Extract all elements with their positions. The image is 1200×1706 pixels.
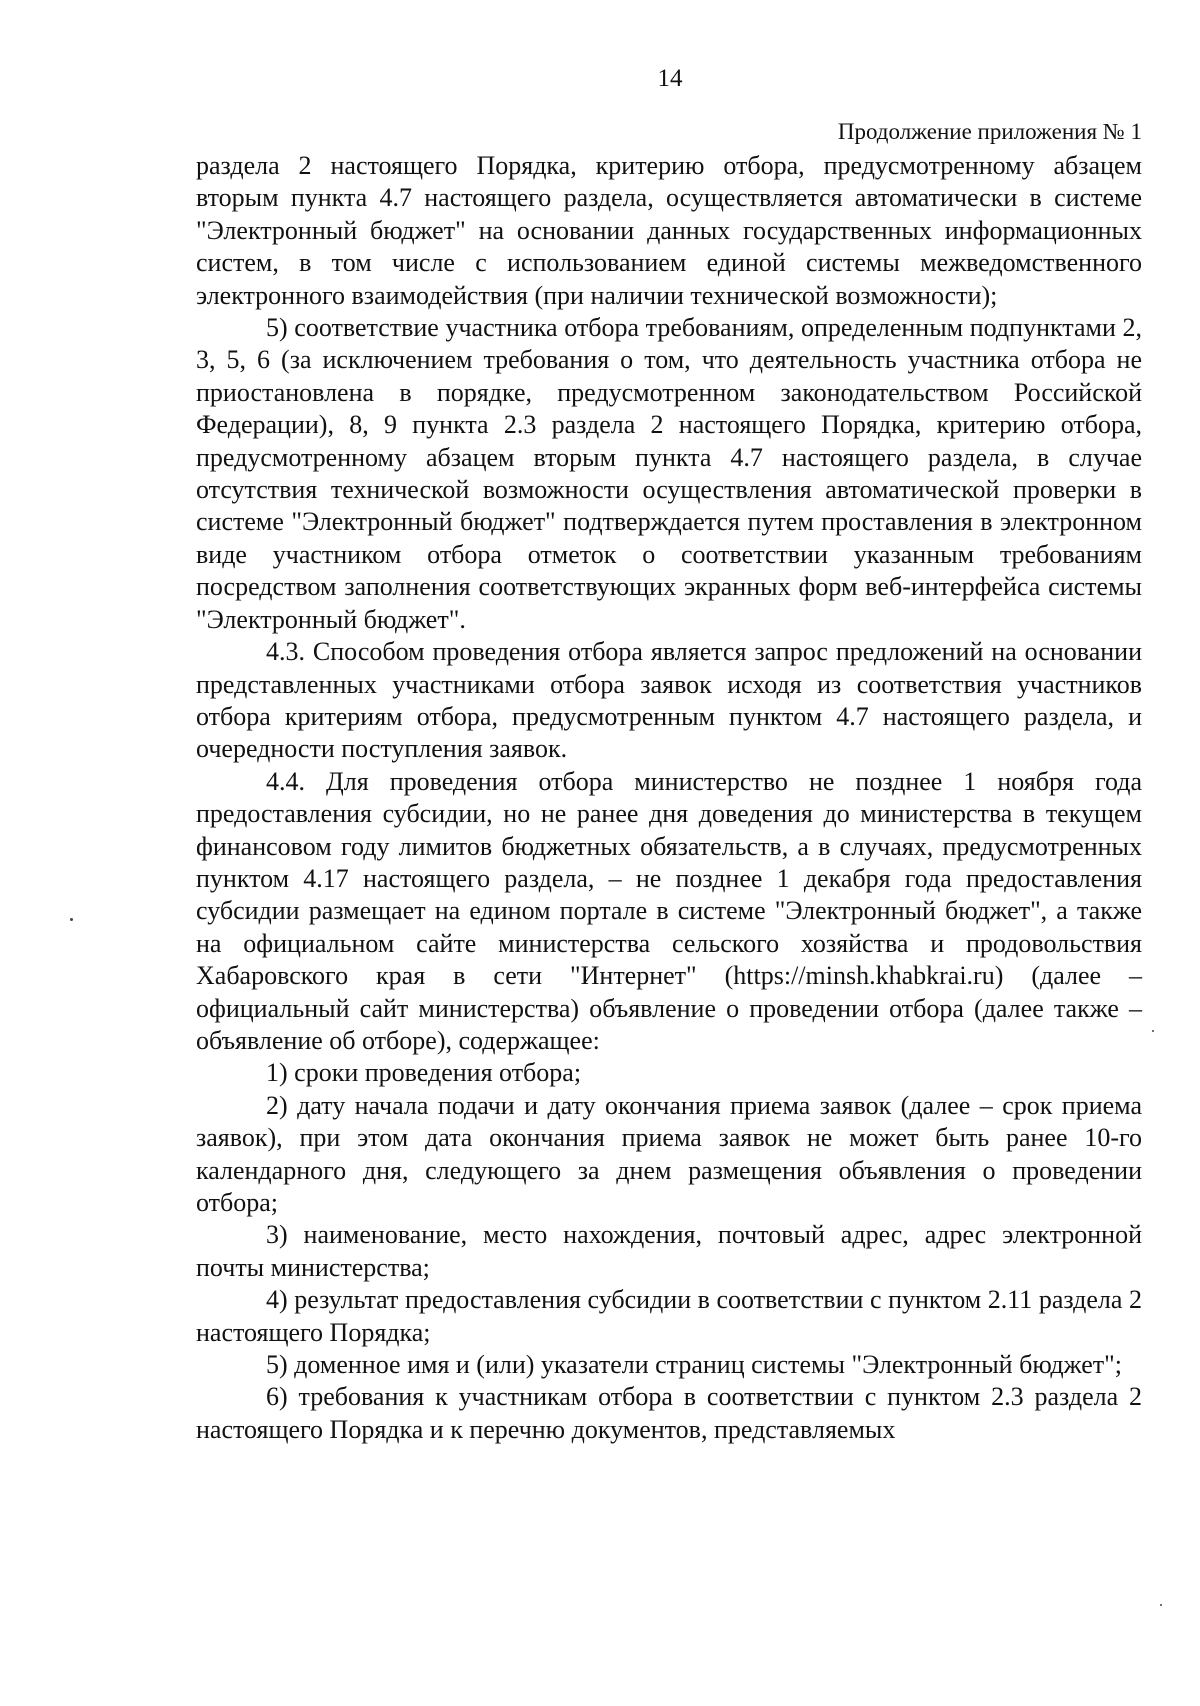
paragraph: 4.3. Способом проведения отбора является запрос предложений на основании представленных участниками отбора заявок исходя из соответствия участников отбора критериям отбора, предусмотренным пунктом 4.7 настоящего раздела, и очередности поступления заявок. (196, 637, 1142, 764)
scan-speck (1152, 1030, 1154, 1032)
list-item: 5) доменное имя и (или) указатели страниц системы "Электронный бюджет"; (266, 1350, 1123, 1380)
list-item: 6) требования к участникам отбора в соответствии с пунктом 2.3 раздела 2 настоящего Порядка и к перечню документов, представляемых (196, 1382, 1142, 1444)
appendix-continuation-label: Продолжение приложения № 1 (837, 119, 1142, 144)
page-number: 14 (657, 65, 683, 92)
paragraph: 5) соответствие участника отбора требованиям, определенным подпунктами 2, 3, 5, 6 (за исключением требования о том, что деятельность участника отбора не приостановлена в порядке, предусмотренном законодательством Российской Федерации), 8, 9 пункта 2.3 раздела 2 настоящего Порядка, критерию отбора, предусмотренному абзацем вторым пункта 4.7 настоящего раздела, в случае отсутствия технической возможности осуществления автоматической проверки в системе "Электронный бюджет" подтверждается путем проставления в электронном виде участником отбора отметок о соответствии указанным требованиям посредством заполнения соответствующих экранных форм веб-интерфейса системы "Электронный бюджет". (196, 313, 1142, 634)
scan-speck (70, 918, 73, 921)
paragraph: раздела 2 настоящего Порядка, критерию отбора, предусмотренному абзацем вторым пункта 4.7 настоящего раздела, осуществляется автоматически в системе "Электронный бюджет" на основании данных государственных информационных систем, в том числе с использованием единой системы межведомственного электронного взаимодействия (при наличии технической возможности); (196, 151, 1142, 310)
list-item: 4) результат предоставления субсидии в соответствии с пунктом 2.11 раздела 2 настоящего Порядка; (196, 1285, 1142, 1347)
list-item: 2) дату начала подачи и дату окончания приема заявок (далее – срок приема заявок), при этом дата окончания приема заявок не может быть ранее 10-го календарного дня, следующего за днем размещения объявления о проведении отбора; (196, 1090, 1142, 1217)
scan-speck (1160, 1604, 1162, 1606)
list-item: 3) наименование, место нахождения, почтовый адрес, адрес электронной почты министерства; (196, 1220, 1142, 1282)
list-item: 1) сроки проведения отбора; (266, 1058, 582, 1088)
document-body (196, 150, 1142, 1446)
paragraph: 4.4. Для проведения отбора министерство не позднее 1 ноября года предоставления субсидии, но не ранее дня доведения до министерства в текущем финансовом году лимитов бюджетных обязательств, а в случаях, предусмотренных пунктом 4.17 настоящего раздела, – не позднее 1 декабря года предоставления субсидии размещает на едином портале в системе "Электронный бюджет", а также на официальном сайте министерства сельского хозяйства и продовольствия Хабаровского края в сети "Интернет" (https://minsh.khabkrai.ru) (далее – официальный сайт министерства) объявление о проведении отбора (далее также – объявление об отборе), содержащее: (196, 766, 1142, 1055)
